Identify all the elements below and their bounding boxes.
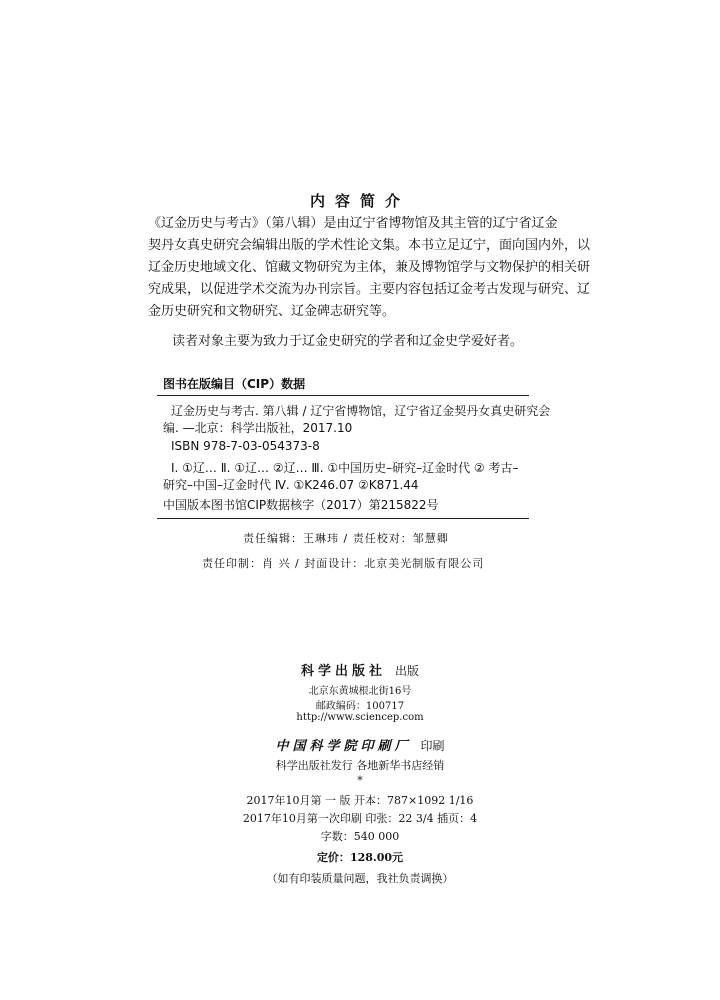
price-line bbox=[0, 849, 720, 865]
cip-isbn: ISBN 978-7-03-054373-8 bbox=[171, 439, 320, 453]
distribution-line: 科学出版社发行 各地新华书店经销 bbox=[275, 759, 445, 772]
separator-mark: * bbox=[357, 774, 363, 787]
price-value: 128.00元 bbox=[349, 851, 404, 864]
cip-classification-line: Ⅰ. ①辽… Ⅱ. ①辽… ②辽… Ⅲ. ①中国历史–研究–辽金时代 ② 考古– bbox=[171, 461, 519, 475]
price-label: 定价： bbox=[316, 851, 350, 864]
intro-line: 究成果，以促进学术交流为办刊宗旨。主要内容包括辽金考古发现与研究、辽 bbox=[148, 282, 591, 297]
staff-line: 责任印制：肖 兴 / 封面设计：北京美光制版有限公司 bbox=[202, 557, 485, 570]
edition-line: 2017年10月第 一 版 开本：787×1092 1/16 bbox=[246, 794, 474, 807]
cip-bottom-rule bbox=[157, 518, 529, 519]
intro-line: 辽金历史地域文化、馆藏文物研究为主体，兼及博物馆学与文物保护的相关研 bbox=[148, 260, 591, 275]
cip-top-rule bbox=[157, 395, 529, 396]
quality-notice: （如有印装质量问题，我社负责调换） bbox=[266, 872, 454, 885]
publisher-suffix: 出版 bbox=[395, 664, 420, 678]
cip-record-line: 辽金历史与考古. 第八辑 / 辽宁省博物馆，辽宁省辽金契丹女真史研究会 bbox=[171, 404, 551, 418]
cip-classification-line: 研究–中国–辽金时代 Ⅳ. ①K246.07 ②K871.44 bbox=[163, 478, 419, 492]
printer-suffix: 印刷 bbox=[420, 739, 445, 753]
publisher-line bbox=[0, 660, 720, 679]
page-title: 内容简介 bbox=[309, 192, 410, 210]
publisher-url: http://www.sciencep.com bbox=[296, 712, 424, 723]
intro-paragraph bbox=[148, 213, 591, 323]
audience-paragraph: 读者对象主要为致力于辽金史研究的学者和辽金史学爱好者。 bbox=[172, 334, 524, 349]
printer-line bbox=[0, 735, 720, 754]
publisher-address: 北京东黄城根北街16号 bbox=[308, 686, 412, 697]
cip-record-line: 编. —北京：科学出版社，2017.10 bbox=[163, 421, 353, 435]
publisher-name: 科学出版社 bbox=[300, 664, 386, 679]
printing-line: 2017年10月第一次印刷 印张：22 3/4 插页：4 bbox=[242, 812, 478, 825]
cip-verification: 中国版本图书馆CIP数据核字（2017）第215822号 bbox=[163, 498, 439, 512]
wordcount-line: 字数：540 000 bbox=[320, 830, 400, 843]
staff-line: 责任编辑：王琳玮 / 责任校对：邹慧卿 bbox=[243, 532, 449, 545]
publisher-postcode: 邮政编码：100717 bbox=[315, 701, 405, 712]
intro-line: 《辽金历史与考古》（第八辑）是由辽宁省博物馆及其主管的辽宁省辽金 bbox=[148, 216, 558, 231]
intro-line: 契丹女真史研究会编辑出版的学术性论文集。本书立足辽宁，面向国内外，以 bbox=[148, 238, 591, 253]
printer-name: 中国科学院印刷厂 bbox=[275, 739, 412, 754]
intro-line: 金历史研究和文物研究、辽金碑志研究等。 bbox=[148, 304, 396, 319]
cip-heading: 图书在版编目（CIP）数据 bbox=[163, 377, 306, 391]
